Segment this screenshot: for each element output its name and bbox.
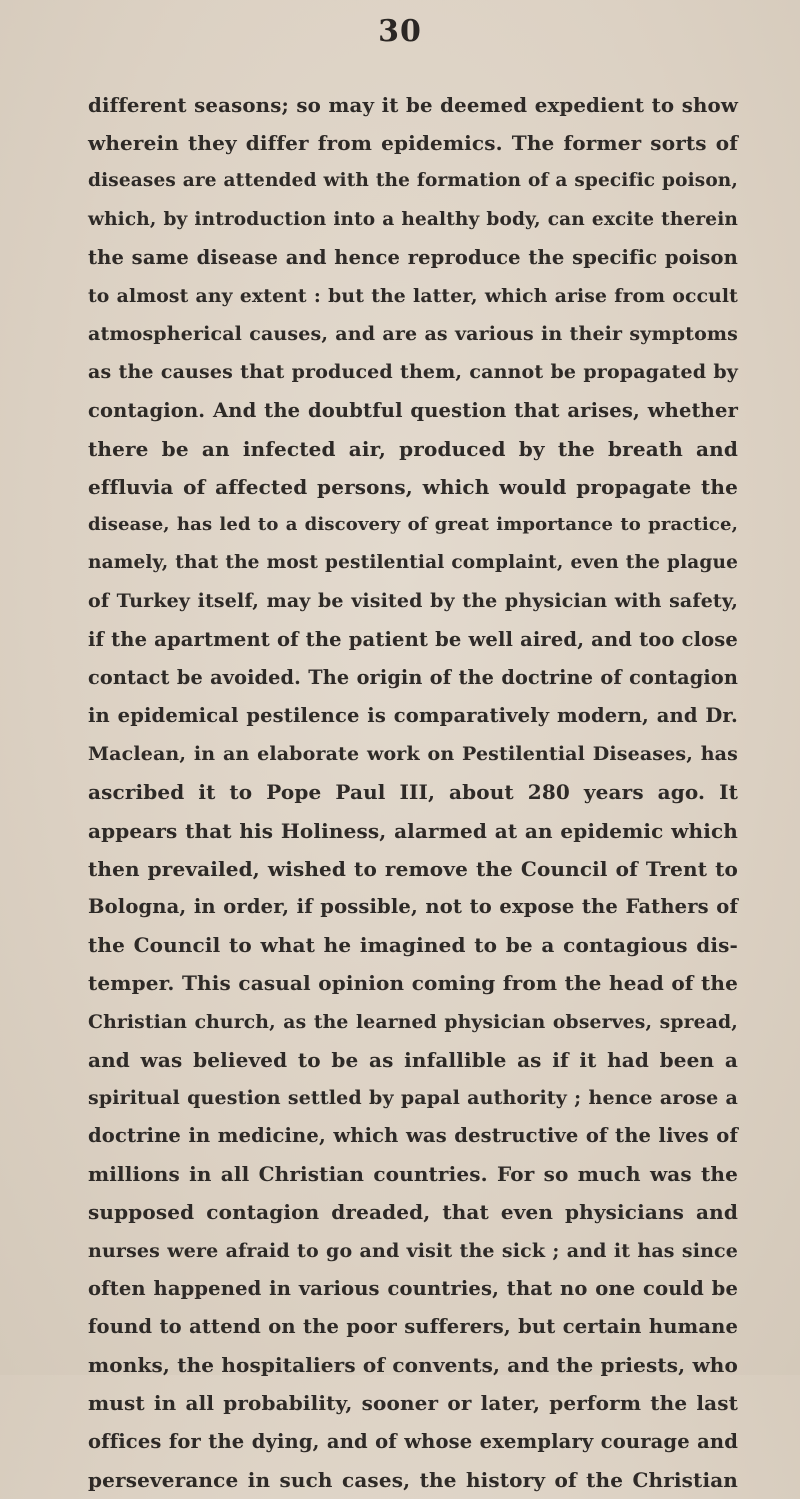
text-line: supposed contagion dreaded, that even physicians and [88,1200,738,1225]
text-line: monks, the hospitaliers of convents, and the priests, who [88,1353,738,1378]
text-line: ascribed it to Pope Paul III, about 280 years ago. It [88,780,738,805]
text-line: offices for the dying, and of whose exemplary courage and [88,1429,738,1453]
text-line: in epidemical pestilence is comparatively modern, and Dr. [88,704,738,727]
text-line: found to attend on the poor sufferers, but certain humane [88,1315,738,1338]
text-line: the Council to what he imagined to be a contagious dis- [88,933,738,958]
text-line: appears that his Holiness, alarmed at an epidemic which [88,818,738,843]
text-line: perseverance in such cases, the history of the Christian [88,1467,738,1492]
text-line: contagion. And the doubtful question that arises, whether [88,398,738,422]
text-line: nurses were afraid to go and visit the sick ; and it has since [88,1239,738,1262]
text-line: and was believed to be as infallible as if it had been a [88,1047,738,1072]
text-line: of Turkey itself, may be visited by the physician with safety, [88,590,738,613]
text-line: millions in all Christian countries. For so much was the [88,1162,738,1187]
text-line: must in all probability, sooner or later, perform the last [88,1391,738,1416]
text-line: disease, has led to a discovery of great importance to practice, [88,514,738,536]
text-line: doctrine in medicine, which was destructive of the lives of [88,1124,738,1148]
text-line: if the apartment of the patient be well aired, and too close [88,627,738,651]
text-line: atmospherical causes, and are as various in their symptoms [88,323,738,346]
text-line: spiritual question settled by papal authority ; hence arose a [88,1086,738,1109]
text-line: Christian church, as the learned physician observes, spread, [88,1010,738,1033]
text-line: Bologna, in order, if possible, not to expose the Fathers of [88,894,738,918]
text-line: the same disease and hence reproduce the specific poison [88,245,738,269]
text-line: temper. This casual opinion coming from the head of the [88,971,738,996]
text-line: contact be avoided. The origin of the doctrine of contagion [88,665,738,689]
text-line: wherein they differ from epidemics. The former sorts of [88,131,738,156]
text-line: diseases are attended with the formation of a specific poison, [88,170,738,192]
body-text [88,86,738,1499]
text-line: Maclean, in an elaborate work on Pestilential Diseases, has [88,743,738,766]
text-line: often happened in various countries, that no one could be [88,1276,738,1300]
text-line: different seasons; so may it be deemed expedient to show [88,93,738,117]
text-line: namely, that the most pestilential complaint, even the plague [88,552,738,574]
text-line: to almost any extent : but the latter, which arise from occult [88,284,738,307]
text-line: as the causes that produced them, cannot be propagated by [88,361,738,384]
text-line: then prevailed, wished to remove the Council of Trent to [88,856,738,881]
text-line: there be an infected air, produced by the breath and [88,436,738,461]
text-line: effluvia of affected persons, which would propagate the [88,474,738,499]
text-line: which, by introduction into a healthy body, can excite therein [88,208,738,230]
page-number: 30 [378,14,422,49]
